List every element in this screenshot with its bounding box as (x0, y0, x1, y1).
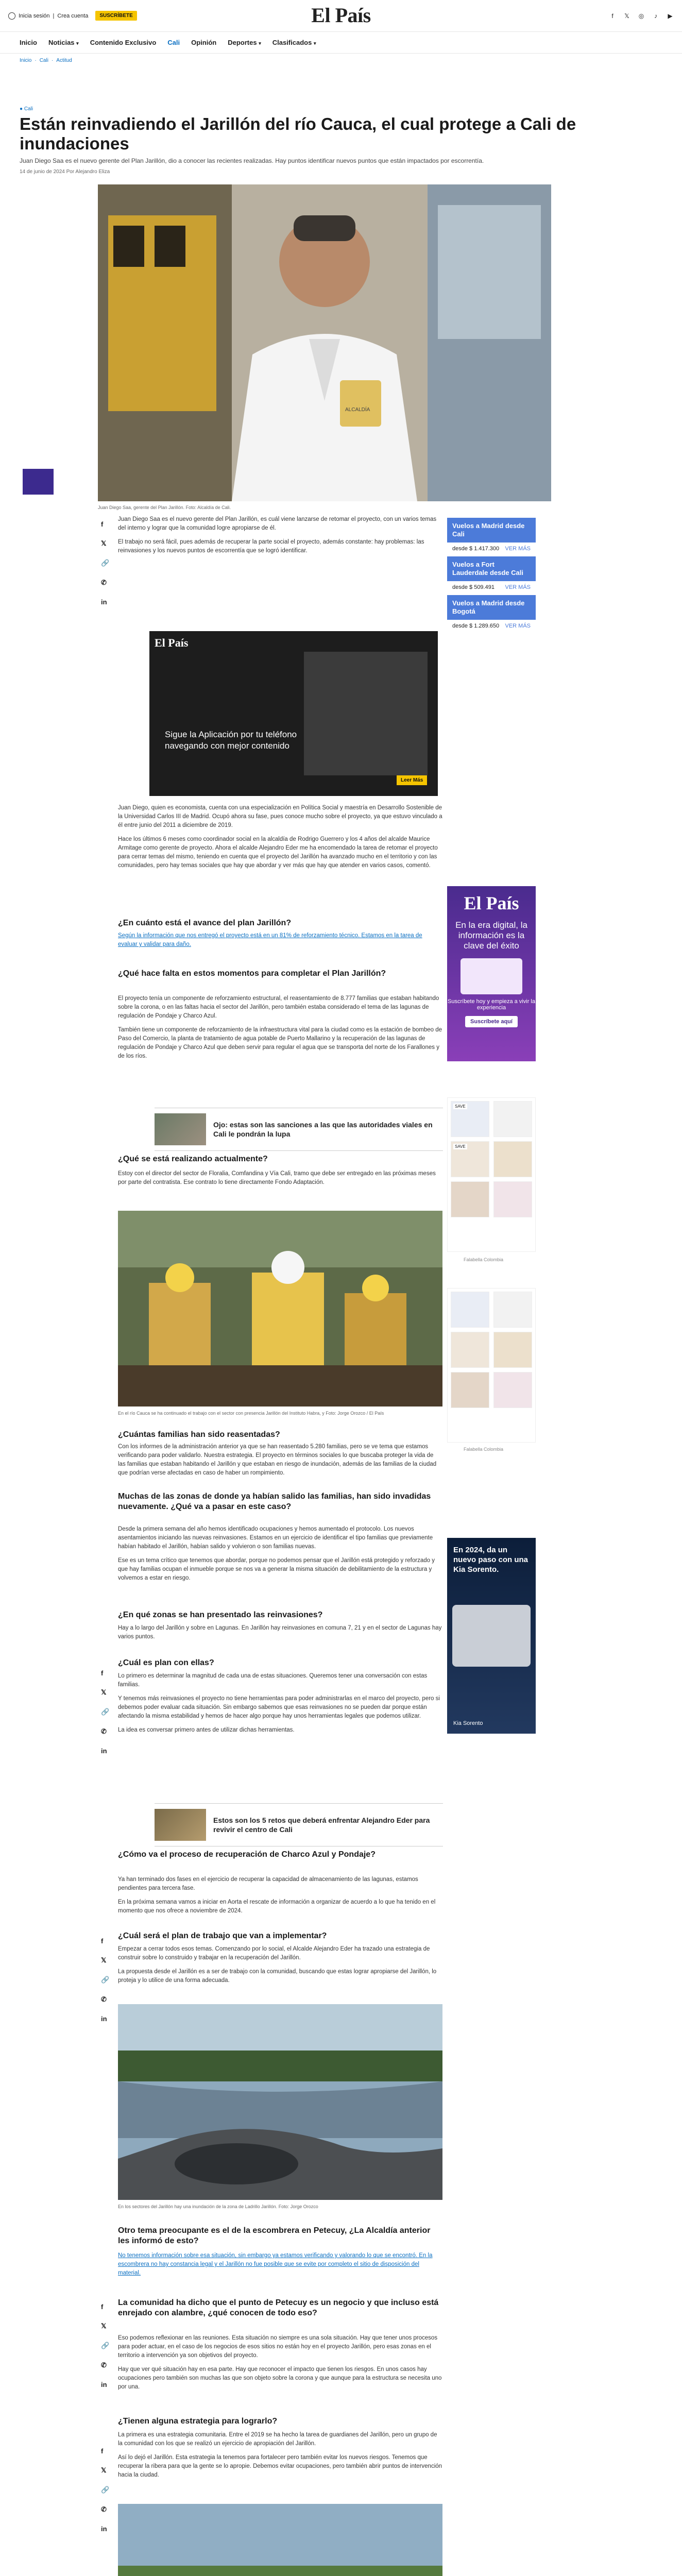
kia-ad-footer: Kia Sorento (453, 1720, 483, 1726)
flight-title: Vuelos a Madrid desde Bogotá (447, 595, 536, 620)
article-subtitle: Juan Diego Saa es el nuevo gerente del Plan Jarillón, dio a conocer las recientes realizadas. Hay puntos identificar nuevos puntos que están impactados por escorrentía. (20, 157, 484, 164)
paragraph: Hay a lo largo del Jarillón y sobre en Lagunas. En Jarillón hay reinvasiones en comuna 7, 21 y en el sector de Lagunas hay varios puntos. (118, 1625, 442, 1640)
link-icon[interactable]: 🔗 (101, 2342, 110, 2349)
facebook-icon[interactable]: f (611, 12, 613, 20)
paragraph: Eso podemos reflexionar en las reuniones. Esta situación no siempre es una sola situación. Hay que tener unos procesos para poder actuar, en el caso de los negocios de esos sitios no están hoy en el proyecto Jarillón, pero esas zonas en el territorio a intervención ya son objetivos del proyecto. (118, 2335, 438, 2359)
facebook-icon[interactable]: f (101, 2447, 104, 2455)
linkedin-icon[interactable]: in (101, 2525, 107, 2533)
related-title[interactable]: Ojo: estas son las sanciones a las que las autoridades viales en Cali le pondrán la lupa (213, 1121, 433, 1138)
x-icon[interactable]: 𝕏 (101, 2322, 107, 2330)
nav-item-clasificados[interactable]: Clasificados ▾ (272, 39, 316, 46)
paragraph: La primera es una estrategia comunitaria. Entre el 2019 se ha hecho la tarea de guardianes del Jarillón, pero un grupo de la comunidad con los que se realizó un ejercicio de apropiación del Jarillón. (118, 2432, 437, 2447)
facebook-icon[interactable]: f (101, 1669, 104, 1677)
paragraph: Ya han terminado dos fases en el ejercicio de recuperar la capacidad de almacenamiento de las lagunas, estamos pendientes para tercera fase. (118, 1876, 418, 1891)
sale-badge: SAVE (453, 1144, 467, 1149)
share-bar (101, 2447, 109, 2533)
article-photo-river (118, 2004, 442, 2200)
paragraph: El proyecto tenía un componente de reforzamiento estructural, el reasentamiento de 8.777 familias que estaban habitando sobre la corona, o en las faltas hacia el sector del Jarillón, pero también estaba considerado el tema de las lagunas de regulación de Pondaje y Charco Azul. (118, 995, 439, 1019)
paragraph: Estoy con el director del sector de Floralia, Comfandina y Vía Cali, tramo que debe ser entregado en las próximas meses por parte del contratista. Ese contrato lo tiene directamente Fondo Adaptación. (118, 1171, 436, 1185)
section-heading: Otro tema preocupante es el de la escombrera en Petecuy, ¿La Alcaldía anterior les informó de esto? (118, 2226, 431, 2245)
section-heading: ¿En cuánto está el avance del plan Jarillón? (118, 919, 292, 927)
user-icon (8, 12, 15, 20)
kia-ad-title: En 2024, da un nuevo paso con una Kia Sorento. (453, 1546, 528, 1574)
ad-cta-button[interactable]: Suscríbete aquí (465, 1016, 518, 1027)
article-body-2 (118, 804, 442, 875)
ad-logo: El País (464, 893, 519, 913)
site-logo[interactable]: El País (311, 4, 371, 27)
article-body-13 (118, 2334, 442, 2397)
video-ad-logo: El País (155, 636, 189, 649)
section-heading: ¿Qué se está realizando actualmente? (118, 1155, 268, 1163)
ad-subtext: Suscríbete hoy y empieza a vivir la experiencia (448, 998, 535, 1011)
share-bar (101, 1669, 109, 1755)
article-body-9 (118, 1672, 442, 1740)
flight-more-link[interactable]: VER MÁS (505, 623, 531, 629)
related-title[interactable]: Estos son los 5 retos que deberá enfrentar Alejandro Eder para revivir el centro de Cali (213, 1816, 430, 1834)
flight-more-link[interactable]: VER MÁS (505, 546, 531, 552)
article-body-6 (118, 1443, 442, 1483)
article-body-3 (118, 931, 442, 954)
floating-ad-tab[interactable] (23, 469, 54, 495)
section-heading: ¿Cuántas familias han sido reasentadas? (118, 1430, 280, 1439)
article-body-11 (118, 1945, 442, 1990)
video-ad-text: Sigue la Aplicación por tu teléfono navegando con mejor contenido (165, 730, 297, 751)
chevron-down-icon: ▾ (76, 41, 79, 46)
breadcrumb-item[interactable]: Inicio (20, 58, 32, 63)
top-bar (0, 0, 682, 32)
nav-item-inicio[interactable]: Inicio (20, 39, 37, 46)
article-meta: 14 de junio de 2024 Por Alejandro Eliza (20, 169, 110, 175)
whatsapp-icon[interactable]: ✆ (101, 1727, 107, 1735)
paragraph: Lo primero es determinar la magnitud de cada una de estas situaciones. Queremos tener una conversación con estas familias. (118, 1673, 428, 1688)
article-body-4 (118, 994, 442, 1066)
nav-item-opinion[interactable]: Opinión (191, 39, 217, 46)
section-heading: ¿Tienen alguna estrategia para lograrlo? (118, 2417, 278, 2426)
linkedin-icon[interactable]: in (101, 2381, 107, 2388)
link-icon[interactable]: 🔗 (101, 1708, 110, 1716)
section-heading: ¿En qué zonas se han presentado las reinvasiones? (118, 1611, 323, 1619)
create-account-link[interactable]: Crea cuenta (57, 12, 89, 19)
article-body-7 (118, 1525, 442, 1588)
article-body-12 (118, 2251, 442, 2283)
nav-item-noticias[interactable]: Noticias ▾ (48, 39, 79, 46)
facebook-icon[interactable]: f (101, 1937, 104, 1945)
related-thumbnail (155, 1113, 206, 1145)
paragraph: Ese es un tema crítico que tenemos que abordar, porque no podemos pensar que el Jarillón está protegido y reforzado y que hay familias ocupan el inmueble porque se nos va a generar la misma situación de debilitamiento de la estructura y volvemos a estar en riesgo. (118, 1557, 435, 1581)
hero-caption: Juan Diego Saa, gerente del Plan Jarillón. Foto: Alcaldía de Cali. (98, 505, 231, 510)
related-thumbnail (155, 1809, 206, 1841)
video-ad-button[interactable]: Leer Más (397, 775, 427, 785)
paragraph: Hace los últimos 6 meses como coordinador social en la alcaldía de Rodrigo Guerrero y los 4 años del alcalde Maurice Armitage como gerente de proyecto. Ahora el alcalde Alejandro Eder me ha encomendado la tarea de retomar el proyecto para cerrar temas del mismo, teniendo en cuenta que el proyecto del Jarillón ha avanzado mucho en el territorio y con las comunidades, pero hay temas sociales que hay que abordar y ver más que hay que atender en varios casos, comentó. (118, 836, 438, 869)
hero-image (98, 184, 551, 501)
paragraph: La propuesta desde el Jarillón es a ser de trabajo con la comunidad, buscando que estas lograr apropiarse del Jarillón, lo proteja y lo utilice de una forma adecuada. (118, 1969, 437, 1984)
breadcrumb-item[interactable]: Cali (39, 58, 48, 63)
facebook-icon[interactable]: f (101, 520, 104, 528)
article-body-10 (118, 1875, 442, 1921)
nav-item-exclusivo[interactable]: Contenido Exclusivo (90, 39, 157, 46)
section-heading: ¿Cuál será el plan de trabajo que van a implementar? (118, 1931, 327, 1940)
link-icon[interactable]: 🔗 (101, 2486, 110, 2494)
sale-badge: SAVE (453, 1104, 467, 1109)
flight-title: Vuelos a Fort Lauderdale desde Cali (447, 556, 536, 581)
youtube-icon[interactable]: ▶ (668, 12, 673, 20)
ad-source-label: Falabella Colombia (464, 1447, 504, 1452)
kia-ad[interactable] (447, 1538, 536, 1734)
paragraph: La idea es conversar primero antes de utilizar dichas herramientas. (118, 1727, 295, 1733)
main-nav (0, 32, 682, 54)
nav-item-cali[interactable]: Cali (167, 39, 180, 46)
link-icon[interactable]: 🔗 (101, 559, 110, 567)
section-tag[interactable]: ● Cali (20, 106, 33, 112)
photo-caption: En los sectores del Jarillón hay una inundación de la zona de Ladrillo Jarillón. Foto: Jorge Orozco (118, 2204, 318, 2209)
facebook-icon[interactable]: f (101, 2303, 104, 2311)
x-icon[interactable]: 𝕏 (624, 12, 629, 20)
flight-ad-1[interactable] (447, 518, 536, 555)
instagram-icon[interactable]: ◎ (638, 12, 644, 20)
paragraph: Juan Diego, quien es economista, cuenta con una especialización en Política Social y maestría en Desarrollo Sostenible de la Universidad Carlos III de Madrid. Ocupó ahora su fase, pues conoce mucho sobre el proyecto, ya que estuvo vinculado a él entre junio del 2011 a diciembre de 2019. (118, 805, 442, 828)
paragraph: Hay que ver qué situación hay en esa parte. Hay que reconocer el impacto que tienen los riesgos. En unos casos hay ocupaciones pero también son muchas las que son objeto sobre la corona y que aunque para la estructura se necesita uno por una. (118, 2366, 442, 2390)
ad-source-label: Falabella Colombia (464, 1257, 504, 1262)
section-heading: La comunidad ha dicho que el punto de Petecuy es un negocio y que incluso está enrejado con alambre, ¿qué conocen de todo eso? (118, 2298, 439, 2317)
divider: | (53, 12, 55, 19)
article-photo-construction (118, 2504, 442, 2576)
ad-headline: En la era digital, la información es la clave del éxito (455, 920, 527, 951)
breadcrumb-item[interactable]: Actitud (56, 58, 72, 63)
linkedin-icon[interactable]: in (101, 2015, 107, 2023)
linkedin-icon[interactable]: in (101, 598, 107, 606)
photo-caption: En el río Cauca se ha continuado el trabajo con el sector con presencia Jarillón del Instituto Habra, y Foto: Jorge Orozco / El País (118, 1411, 384, 1416)
nav-item-deportes[interactable]: Deportes ▾ (228, 39, 261, 46)
flight-ad-2[interactable] (447, 556, 536, 594)
chevron-down-icon: ▾ (259, 41, 261, 46)
subscribe-button[interactable]: SUSCRÍBETE (95, 11, 137, 21)
paragraph: En la próxima semana vamos a iniciar en Aorta el rescate de información a organizar de acuerdo a lo que ha tenido en el momento que nos ofrece a noviembre de 2024. (118, 1899, 436, 1914)
elpais-subscription-ad[interactable] (447, 886, 536, 1061)
article-title: Están reinvadiendo el Jarillón del río Cauca, el cual protege a Cali de inundaciones (20, 114, 576, 153)
flight-title: Vuelos a Madrid desde Cali (447, 518, 536, 543)
linkedin-icon[interactable]: in (101, 1747, 107, 1755)
article-link[interactable]: Según la información que nos entregó el proyecto está en un 81% de reforzamiento técnico. Estamos en la tarea de evaluar y validar para daño. (118, 933, 422, 947)
section-heading: Muchas de las zonas de donde ya habían salido las familias, han sido invadidas nuevamente. ¿Qué va a pasar en este caso? (118, 1492, 431, 1511)
share-bar (101, 1937, 109, 2023)
whatsapp-icon[interactable]: ✆ (101, 579, 107, 586)
chevron-down-icon: ▾ (313, 41, 316, 46)
article-body-14 (118, 2431, 442, 2485)
related-article[interactable] (155, 1108, 443, 1151)
whatsapp-icon[interactable]: ✆ (101, 1995, 107, 2003)
x-icon[interactable]: 𝕏 (101, 1956, 107, 1964)
whatsapp-icon[interactable]: ✆ (101, 2361, 107, 2369)
whatsapp-icon[interactable]: ✆ (101, 2505, 107, 2513)
login-area[interactable] (8, 12, 88, 20)
social-links (609, 12, 674, 20)
related-article[interactable] (155, 1803, 443, 1846)
x-icon[interactable]: 𝕏 (101, 539, 107, 547)
paragraph: Empezar a cerrar todos esos temas. Comenzando por lo social, el Alcalde Alejandro Eder ha trazado una estrategia de construir sobre lo construido y trabajar en la recuperación del Jarillón. (118, 1946, 430, 1961)
shopping-ad-2[interactable] (447, 1288, 536, 1443)
paragraph: Y tenemos más reinvasiones el proyecto no tiene herramientas para poder administrarlas en el marco del proyecto, pero si debemos poder evaluar cada situación. Sin embargo sabemos que esas reinvasiones no se pueden dar porque están afectando la misma estabilidad y hemos de hacer algo porque hay unos herramientas legales que podemos utilizar. (118, 1696, 440, 1719)
paragraph: Desde la primera semana del año hemos identificado ocupaciones y hemos aumentado el protocolo. Los nuevos asentamientos iniciando las nuevas reinvasiones. Estamos en un ejercicio de identificar el tipo familias que previamente habían habitado el Jarillón, habían salido y volvieron o son familias nuevas. (118, 1526, 433, 1550)
flight-price: desde $ 509.491 (452, 584, 495, 590)
article-body-5 (118, 1170, 442, 1192)
tiktok-icon[interactable]: ♪ (654, 12, 657, 20)
section-heading: ¿Cuál es plan con ellas? (118, 1658, 214, 1667)
flight-ad-3[interactable] (447, 595, 536, 632)
link-icon[interactable]: 🔗 (101, 1976, 110, 1984)
breadcrumb: Inicio · Cali · Actitud (20, 58, 72, 63)
flight-price: desde $ 1.289.650 (452, 623, 500, 629)
flight-more-link[interactable]: VER MÁS (505, 584, 531, 590)
flight-price: desde $ 1.417.300 (452, 546, 500, 552)
svg-text:ALCALDÍA: ALCALDÍA (345, 407, 370, 413)
article-body-8 (118, 1624, 442, 1647)
paragraph: Con los informes de la administración anterior ya que se han reasentado 5.280 familias, pero se ve tema que estamos verificando para poder validarlo. Nuestra estrategia. El proyecto en términos sociales lo que buscaba proteger la vida de las familias que estaban habitando el Jarillón y que estaban en riesgo de inundación, además de las familias de la ciudad que podrían verse afectadas en caso de haber un rompimiento. (118, 1444, 437, 1476)
x-icon[interactable]: 𝕏 (101, 2466, 107, 2474)
shopping-ad[interactable] (447, 1097, 536, 1252)
paragraph: Así lo dejó el Jarillón. Esta estrategia la tenemos para fortalecer pero también evitar los nuevos riesgos. Tenemos que recuperar la ribera para que la gente se lo apropie. Debemos evitar ocupaciones, pero también abrir puntos de intervención hacia la ciudad. (118, 2454, 442, 2478)
x-icon[interactable]: 𝕏 (101, 1688, 107, 1696)
section-heading: ¿Qué hace falta en estos momentos para completar el Plan Jarillón? (118, 969, 386, 978)
login-link[interactable]: Inicia sesión (19, 12, 50, 19)
share-bar (101, 520, 109, 606)
article-link[interactable]: No tenemos información sobre esa situación, sin embargo ya estamos verificando y valorando lo que se encontró. En la escombrera no hay constancia legal y el Jarillón no fue posible que se evite por completo el sitio de disposición del material. (118, 2252, 433, 2276)
section-heading: ¿Cómo va el proceso de recuperación de Charco Azul y Pondaje? (118, 1850, 376, 1859)
article-body-1 (118, 515, 437, 561)
paragraph: El trabajo no será fácil, pues además de recuperar la parte social el proyecto, además constante: hay problemas: las reinvasiones y los nuevos puntos de escorrentía que se logró identificar. (118, 539, 424, 554)
paragraph: Juan Diego Saa es el nuevo gerente del Plan Jarillón, es cuál viene lanzarse de retomar el proyecto, con un varios temas del interno y lograr que la comunidad logre apropiarse de él. (118, 516, 437, 531)
video-ad[interactable] (149, 631, 438, 796)
article-photo-workers (118, 1211, 442, 1406)
share-bar (101, 2303, 109, 2388)
paragraph: También tiene un componente de reforzamiento de la infraestructura vital para la ciudad como es la estación de bombeo de Paso del Comercio, la planta de tratamiento de agua potable de Puerto Mallarino y la recuperación de las lagunas de regulación de Pondaje y Charco Azul que deben servir para regular el agua que se transporta del norte de los Farallones y de los ríos. (118, 1027, 442, 1059)
